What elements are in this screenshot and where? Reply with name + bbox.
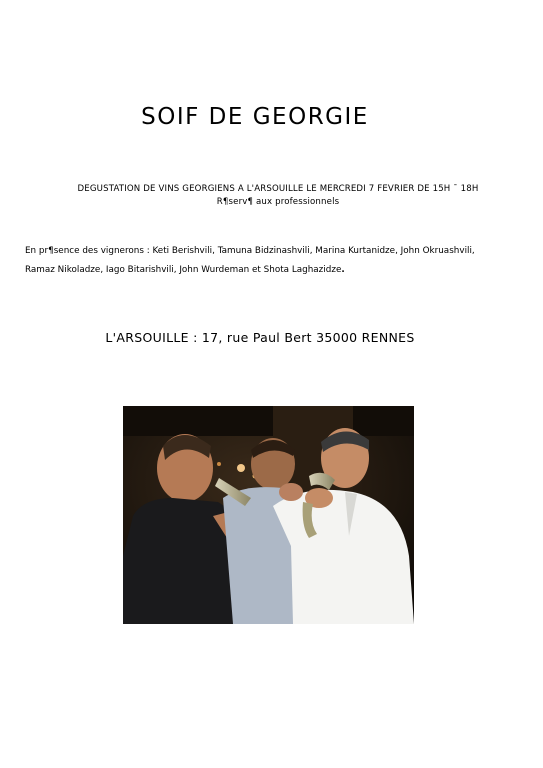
winemakers-paragraph bbox=[25, 242, 525, 280]
winemakers-line-1: En pr¶sence des vignerons : Keti Berishvili, Tamuna Bidzinashvili, Marina Kurtanidze, John Okruashvili, bbox=[25, 246, 475, 256]
paragraph-end: . bbox=[341, 265, 345, 275]
winemakers-line-2-text: Ramaz Nikoladze, Iago Bitarishvili, John Wurdeman et Shota Laghazidze bbox=[25, 265, 342, 275]
event-photo bbox=[123, 406, 414, 624]
event-details: DEGUSTATION DE VINS GEORGIENS A L'ARSOUILLE LE MERCREDI 7 FEVRIER DE 15H ¯ 18H bbox=[77, 184, 479, 194]
audience-note: R¶serv¶ aux professionnels bbox=[216, 197, 340, 207]
venue-address: L'ARSOUILLE : 17, rue Paul Bert 35000 RENNES bbox=[105, 330, 415, 345]
event-subtitle bbox=[0, 183, 543, 209]
winemakers-line-2 bbox=[25, 261, 525, 280]
page-title: SOIF DE GEORGIE bbox=[141, 104, 369, 130]
